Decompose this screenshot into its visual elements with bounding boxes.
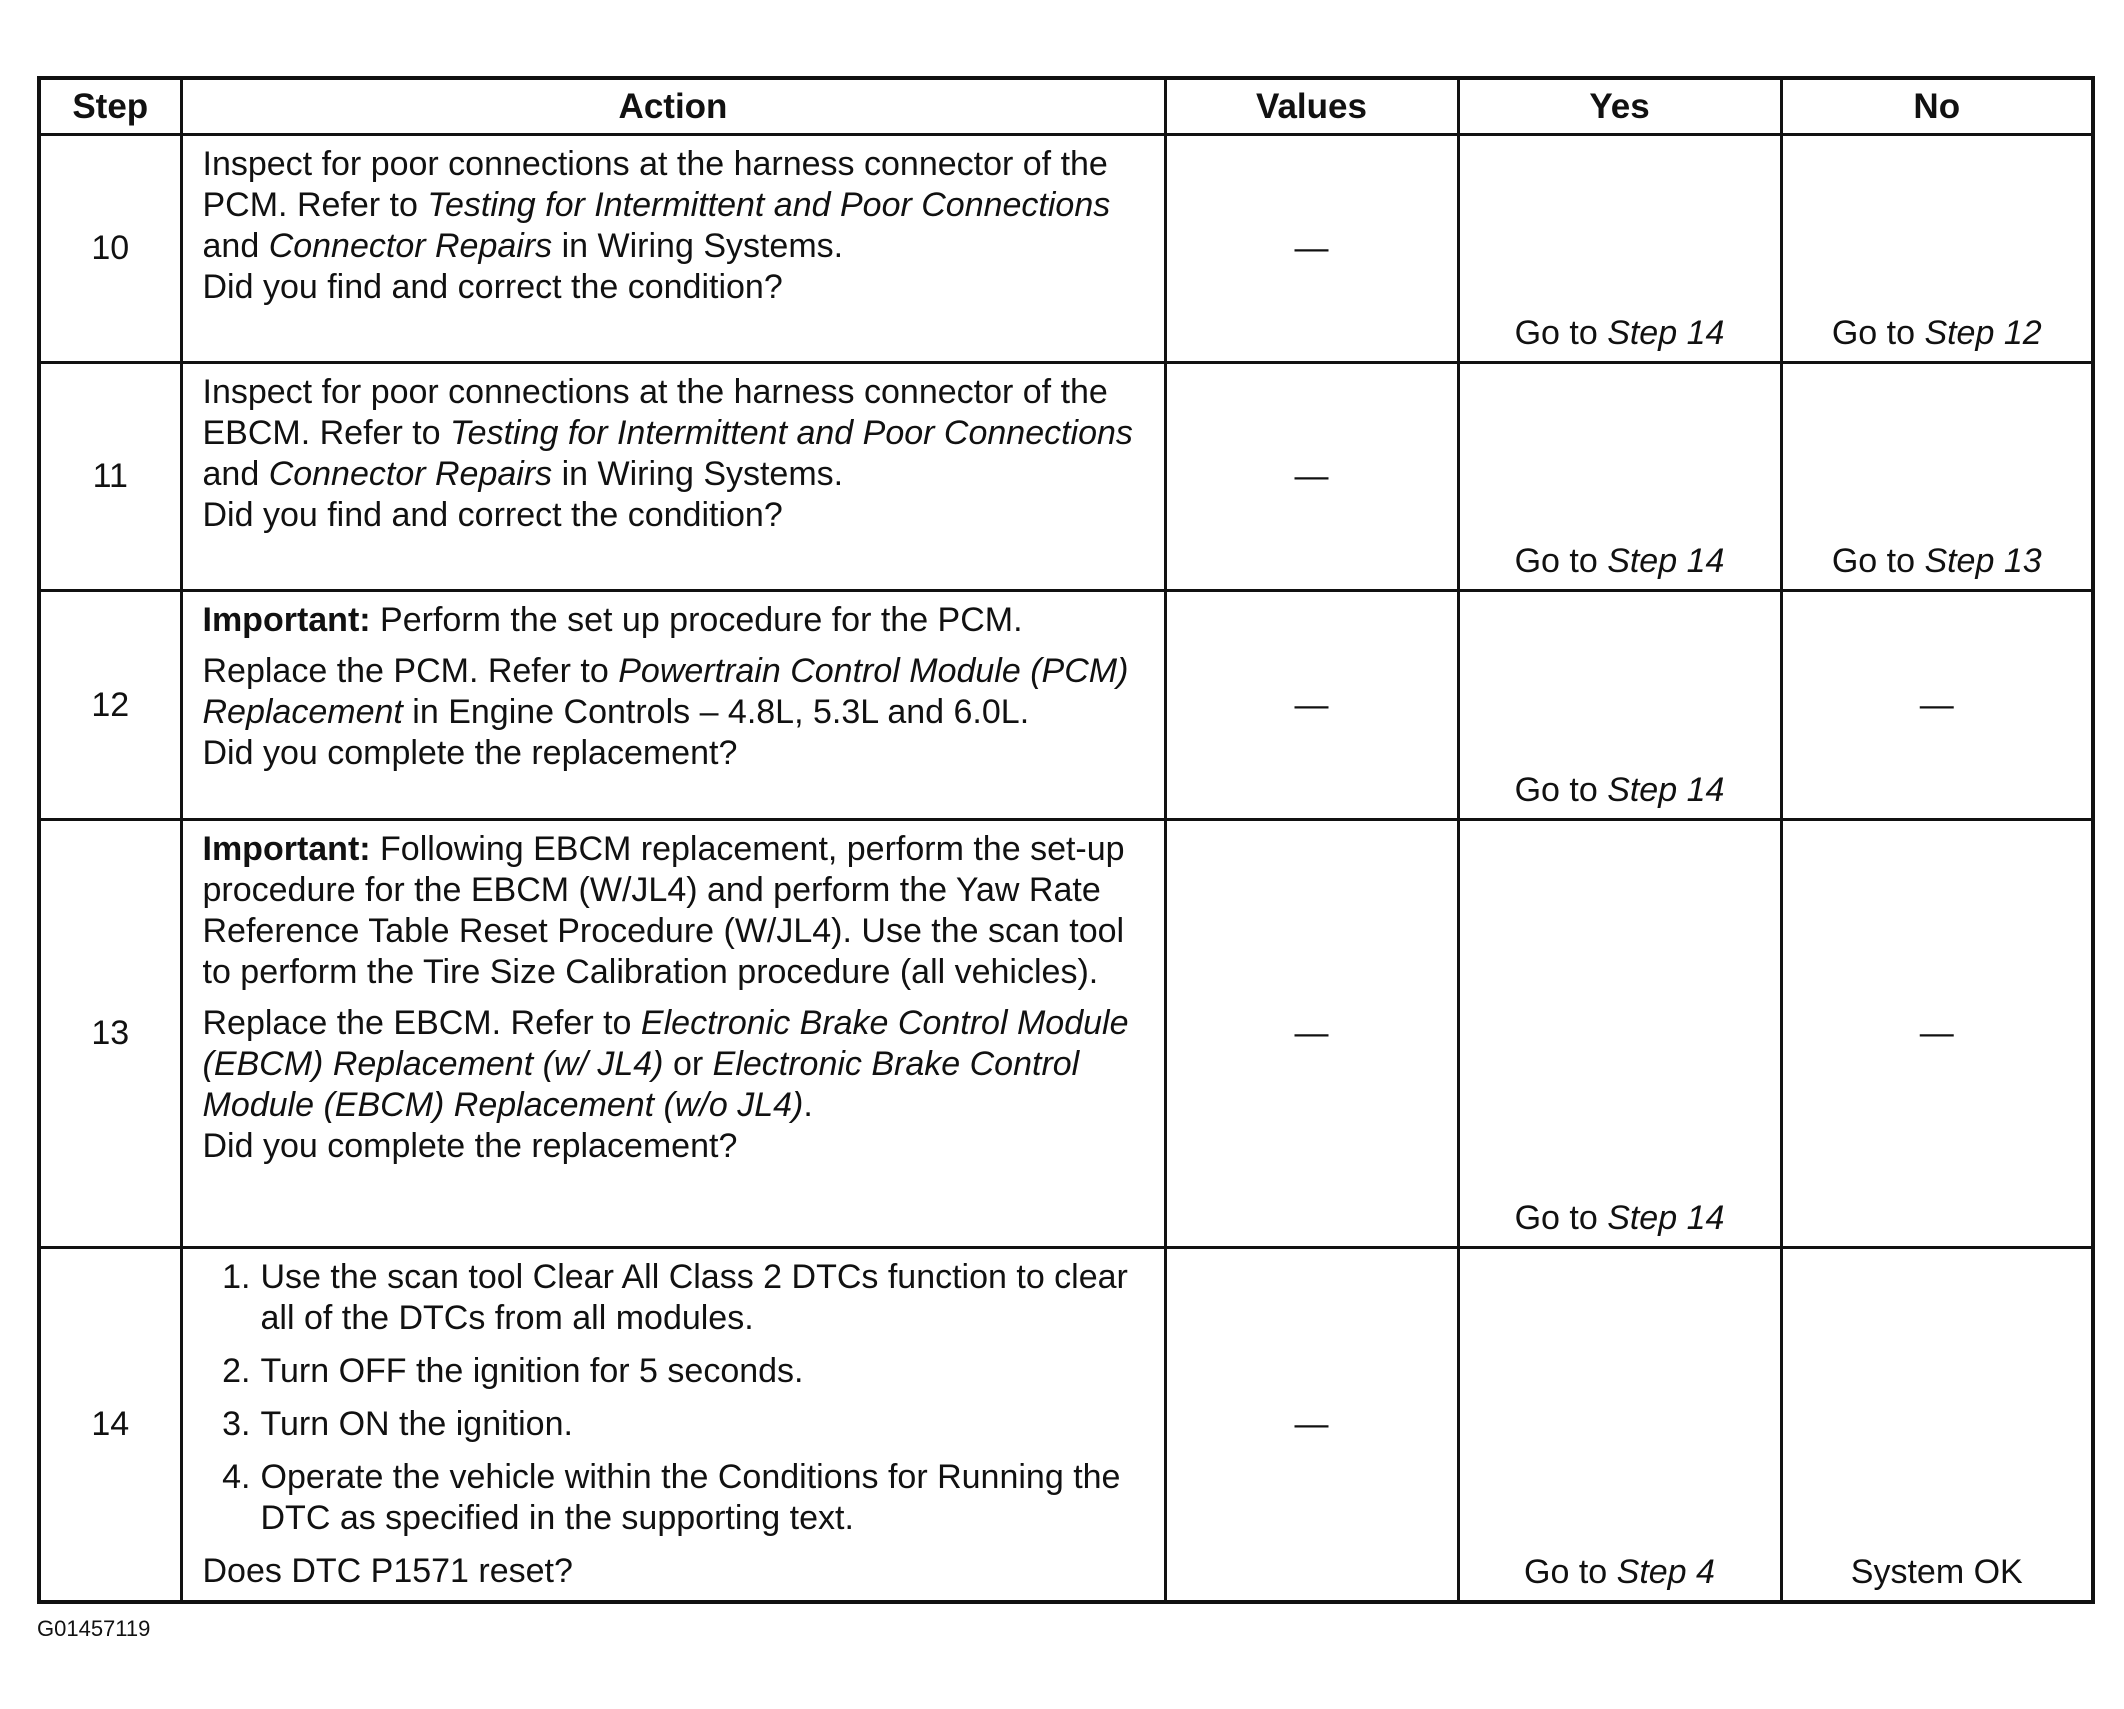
header-action: Action bbox=[181, 78, 1165, 135]
procedure-list bbox=[203, 1257, 1146, 1551]
header-yes: Yes bbox=[1458, 78, 1781, 135]
step-number: 10 bbox=[39, 135, 181, 363]
action-cell bbox=[181, 1248, 1165, 1603]
list-item: 2. Turn OFF the ignition for 5 seconds. bbox=[222, 1352, 804, 1390]
values-cell: — bbox=[1165, 363, 1458, 591]
yes-step-link: Step 4 bbox=[1616, 1553, 1715, 1591]
action-question: Did you find and correct the condition? bbox=[202, 496, 783, 534]
action-text: Inspect for poor connections at the harness connector of the PCM. Refer to Testing for Intermittent and Poor Connections and Connector Repairs in Wiring Systems. bbox=[202, 145, 1111, 265]
yes-cell: Go to Step 14 bbox=[1458, 591, 1781, 820]
header-no: No bbox=[1781, 78, 2093, 135]
no-step-link: Step 13 bbox=[1924, 542, 2042, 580]
action-text: Replace the EBCM. Refer to Electronic Brake Control Module (EBCM) Replacement (w/ JL4) or Electronic Brake Control Module (EBCM) Replacement (w/o JL4). bbox=[202, 1004, 1129, 1124]
list-item: 3. Turn ON the ignition. bbox=[222, 1405, 573, 1443]
no-cell: Go to Step 13 bbox=[1781, 363, 2093, 591]
action-question: Did you complete the replacement? bbox=[202, 1127, 738, 1165]
action-question: Did you find and correct the condition? bbox=[202, 268, 783, 306]
no-cell: — bbox=[1781, 820, 2093, 1248]
yes-cell: Go to Step 14 bbox=[1458, 363, 1781, 591]
table-row bbox=[39, 1248, 2093, 1603]
action-cell bbox=[181, 591, 1165, 820]
yes-cell: Go to Step 4 bbox=[1458, 1248, 1781, 1603]
no-cell: Go to Step 12 bbox=[1781, 135, 2093, 363]
step-number: 14 bbox=[39, 1248, 181, 1603]
values-cell: — bbox=[1165, 820, 1458, 1248]
action-question: Did you complete the replacement? bbox=[202, 734, 738, 772]
values-cell: — bbox=[1165, 591, 1458, 820]
no-cell: System OK bbox=[1781, 1248, 2093, 1603]
action-cell bbox=[181, 135, 1165, 363]
yes-step-link: Step 14 bbox=[1607, 1199, 1725, 1237]
header-values: Values bbox=[1165, 78, 1458, 135]
yes-step-link: Step 14 bbox=[1607, 542, 1725, 580]
list-item: 1. Use the scan tool Clear All Class 2 DTCs function to clear all of the DTCs from all modules. bbox=[222, 1258, 1128, 1337]
step-number: 12 bbox=[39, 591, 181, 820]
important-note: Important: Perform the set up procedure for the PCM. bbox=[202, 601, 1023, 639]
important-note: Important: Following EBCM replacement, perform the set-up procedure for the EBCM (W/JL4) and perform the Yaw Rate Reference Table Reset Procedure (W/JL4). Use the scan tool to perform the Tire Size Calibration procedure (all vehicles). bbox=[202, 830, 1125, 991]
action-cell bbox=[181, 820, 1165, 1248]
no-cell: — bbox=[1781, 591, 2093, 820]
no-step-link: Step 12 bbox=[1924, 314, 2042, 352]
step-number: 11 bbox=[39, 363, 181, 591]
action-text: Inspect for poor connections at the harness connector of the EBCM. Refer to Testing for Intermittent and Poor Connections and Connector Repairs in Wiring Systems. bbox=[202, 373, 1133, 493]
table-row bbox=[39, 363, 2093, 591]
yes-step-link: Step 14 bbox=[1607, 771, 1725, 809]
step-number: 13 bbox=[39, 820, 181, 1248]
values-cell: — bbox=[1165, 1248, 1458, 1603]
yes-cell: Go to Step 14 bbox=[1458, 135, 1781, 363]
table-row bbox=[39, 820, 2093, 1248]
action-question: Does DTC P1571 reset? bbox=[202, 1552, 573, 1590]
values-cell: — bbox=[1165, 135, 1458, 363]
header-step: Step bbox=[39, 78, 181, 135]
diagnostic-table bbox=[37, 76, 2095, 1604]
yes-cell: Go to Step 14 bbox=[1458, 820, 1781, 1248]
yes-step-link: Step 14 bbox=[1607, 314, 1725, 352]
list-item: 4. Operate the vehicle within the Conditions for Running the DTC as specified in the supporting text. bbox=[222, 1458, 1121, 1537]
figure-id: G01457119 bbox=[37, 1616, 151, 1641]
table-row bbox=[39, 135, 2093, 363]
action-text: Replace the PCM. Refer to Powertrain Control Module (PCM) Replacement in Engine Controls – 4.8L, 5.3L and 6.0L. bbox=[202, 652, 1129, 731]
table-row bbox=[39, 591, 2093, 820]
action-cell bbox=[181, 363, 1165, 591]
header-row bbox=[39, 78, 2093, 135]
